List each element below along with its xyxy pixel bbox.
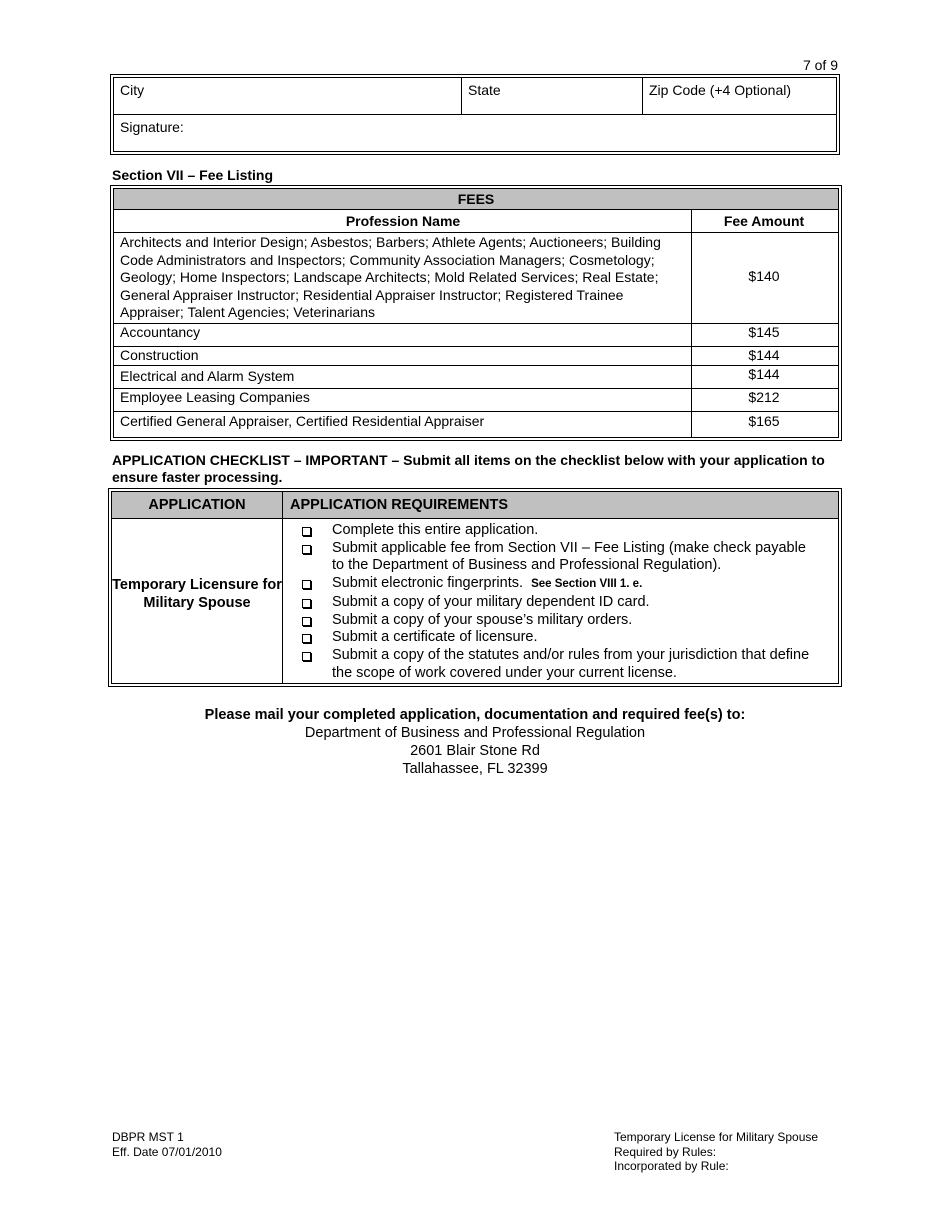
list-item bbox=[302, 629, 822, 647]
incorporated-by: Incorporated by Rule: bbox=[614, 1159, 729, 1173]
signature-field[interactable] bbox=[114, 115, 834, 151]
checkbox-icon bbox=[302, 599, 311, 608]
checkbox-icon bbox=[302, 652, 311, 661]
effective-date: Eff. Date 07/01/2010 bbox=[112, 1144, 222, 1159]
fee-row-amount: $165 bbox=[748, 413, 780, 429]
list-item bbox=[302, 612, 822, 630]
fee-row-name: Employee Leasing Companies bbox=[120, 389, 310, 405]
requirement-text: Submit a copy of the statutes and/or rules from your jurisdiction that define the scope of work covered under your current license. bbox=[332, 646, 810, 681]
requirement-text: Submit a certificate of licensure. bbox=[332, 629, 538, 646]
checklist-table bbox=[108, 488, 842, 687]
fee-row-amount: $145 bbox=[748, 324, 780, 340]
footer-left bbox=[112, 1130, 222, 1159]
list-item bbox=[302, 540, 822, 575]
divider bbox=[114, 411, 838, 412]
state-label: State bbox=[468, 82, 501, 98]
form-title: Temporary License for Military Spouse bbox=[614, 1130, 819, 1144]
requirement-text: Complete this entire application. bbox=[332, 522, 539, 538]
requirements-list bbox=[302, 522, 822, 682]
zip-code-field[interactable] bbox=[643, 78, 833, 113]
column-header-application: APPLICATION bbox=[148, 497, 246, 513]
mailing-instruction: Please mail your completed application, documentation and required fee(s) to: bbox=[204, 707, 746, 723]
list-item bbox=[302, 594, 822, 612]
mailing-instructions bbox=[110, 706, 840, 778]
fees-table bbox=[110, 185, 842, 441]
requirement-text: Submit electronic fingerprints. bbox=[332, 575, 523, 592]
page-number: 7 of 9 bbox=[802, 57, 838, 73]
fee-row-name: Certified General Appraiser, Certified Residential Appraiser bbox=[120, 413, 485, 429]
mailing-address-line: Department of Business and Professional Regulation bbox=[304, 725, 646, 741]
list-item bbox=[302, 522, 822, 540]
divider bbox=[112, 518, 838, 519]
list-item bbox=[302, 647, 822, 682]
city-field[interactable] bbox=[114, 78, 461, 113]
state-field[interactable] bbox=[462, 78, 642, 113]
checklist-title: APPLICATION CHECKLIST – IMPORTANT – Submit all items on the checklist below with your application to ensure faster processing. bbox=[112, 452, 825, 485]
fees-table-title: FEES bbox=[114, 189, 838, 209]
requirement-text: Submit a copy of your military dependent ID card. bbox=[332, 593, 650, 610]
checklist-header-row bbox=[112, 492, 838, 518]
fee-row-name: Electrical and Alarm System bbox=[120, 368, 295, 384]
mailing-address-line: 2601 Blair Stone Rd bbox=[410, 743, 540, 759]
city-label: City bbox=[120, 82, 145, 98]
mailing-address-line: Tallahassee, FL 32399 bbox=[402, 761, 548, 777]
requirement-text: Submit applicable fee from Section VII – Fee Listing (make check payable to the Department of Business and Professional Regulation). bbox=[332, 539, 806, 574]
divider bbox=[114, 232, 838, 233]
fee-row-amount: $144 bbox=[748, 347, 780, 363]
fee-listing-section-title: Section VII – Fee Listing bbox=[112, 167, 274, 183]
checkbox-icon bbox=[302, 545, 311, 554]
divider bbox=[282, 492, 283, 683]
checkbox-icon bbox=[302, 634, 311, 643]
required-by: Required by Rules: bbox=[614, 1144, 717, 1159]
checkbox-icon bbox=[302, 617, 311, 626]
fee-row-amount: $140 bbox=[748, 268, 780, 284]
fee-row-name: Architects and Interior Design; Asbestos; Barbers; Athlete Agents; Auctioneers; Building Code Administrators and Inspectors; Community Association Managers; Cosmetology; Geology; Home Inspectors; Landscape Architects; Mold Related Services; Real Estate; General Appraiser Instructor; Residential Appraiser Instructor; Registered Trainee Appraiser; Talent Agencies; Veterinarians bbox=[120, 234, 661, 320]
fee-row-name: Accountancy bbox=[120, 324, 201, 340]
footer-right bbox=[614, 1130, 818, 1174]
column-header-fee: Fee Amount bbox=[723, 213, 805, 229]
column-header-profession: Profession Name bbox=[345, 213, 461, 229]
checkbox-icon bbox=[302, 527, 311, 536]
address-signature-box bbox=[110, 74, 840, 155]
list-item bbox=[302, 575, 822, 594]
form-id: DBPR MST 1 bbox=[112, 1130, 184, 1144]
column-header-requirements: APPLICATION REQUIREMENTS bbox=[290, 497, 509, 513]
application-type: Temporary Licensure for Military Spouse bbox=[112, 577, 282, 611]
fee-row-amount: $212 bbox=[748, 389, 780, 405]
fee-row-name: Construction bbox=[120, 347, 199, 363]
checkbox-icon bbox=[302, 580, 311, 589]
fee-row-amount: $144 bbox=[748, 366, 780, 382]
signature-label: Signature: bbox=[120, 119, 184, 135]
fingerprint-note: See Section VIII 1. e. bbox=[531, 578, 643, 591]
requirement-text: Submit a copy of your spouse’s military orders. bbox=[332, 611, 633, 628]
zip-code-label: Zip Code (+4 Optional) bbox=[649, 82, 792, 98]
